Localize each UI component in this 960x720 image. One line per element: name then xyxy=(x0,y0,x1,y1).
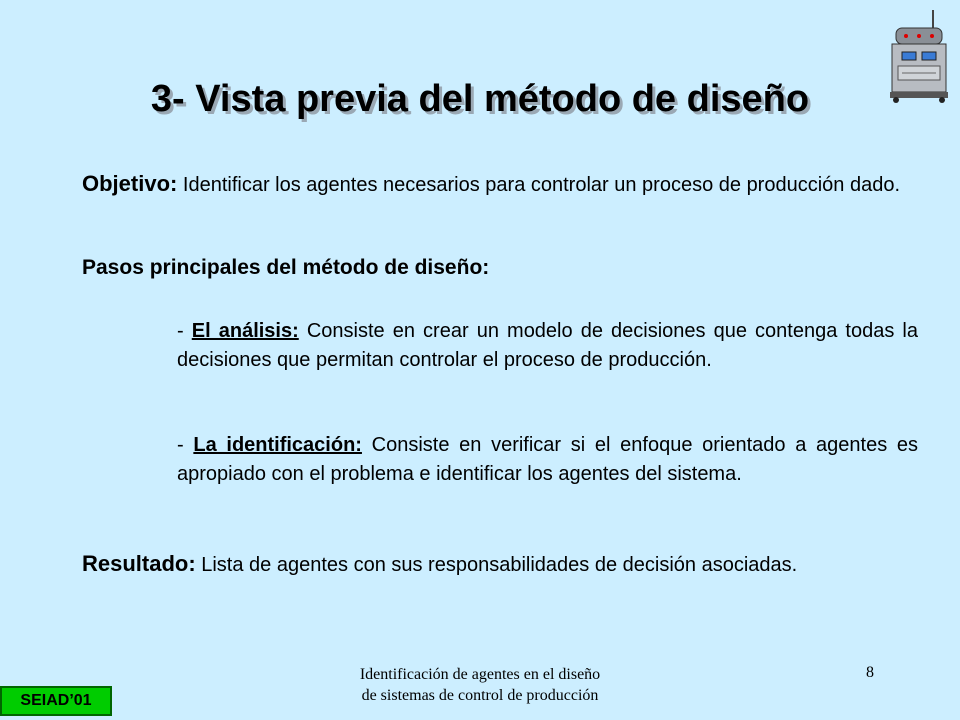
step-dash: - xyxy=(177,320,192,342)
slide-title: 3- Vista previa del método de diseño xyxy=(150,78,810,120)
footer-line-1: Identificación de agentes en el diseño xyxy=(359,666,601,683)
step-identificacion xyxy=(177,431,918,489)
step-dash: - xyxy=(177,434,194,456)
footer-caption xyxy=(310,664,650,706)
step-label: La identificación: xyxy=(193,434,362,456)
objetivo-label: Objetivo: xyxy=(82,171,178,196)
step-text: Consiste en verificar si el enfoque orientado a agentes es apropiado con el problema e identificar los agentes del sistema. xyxy=(177,434,918,485)
step-label: El análisis: xyxy=(191,320,299,342)
pasos-heading: Pasos principales del método de diseño: xyxy=(82,256,490,279)
footer-line-2: de sistemas de control de producción xyxy=(361,687,599,704)
objetivo-paragraph xyxy=(82,168,918,201)
conference-tag: SEIAD’01 xyxy=(0,686,112,716)
resultado-text: Lista de agentes con sus responsabilidades de decisión asociadas. xyxy=(195,554,798,576)
resultado-paragraph xyxy=(82,548,918,581)
step-analisis xyxy=(177,317,918,375)
robot-icon xyxy=(886,8,952,104)
step-text: Consiste en crear un modelo de decisiones que contenga todas la decisiones que permitan controlar el proceso de producción. xyxy=(177,320,918,371)
resultado-label: Resultado: xyxy=(82,551,196,576)
objetivo-text: Identificar los agentes necesarios para controlar un proceso de producción dado. xyxy=(177,174,901,196)
page-number: 8 xyxy=(866,664,874,681)
